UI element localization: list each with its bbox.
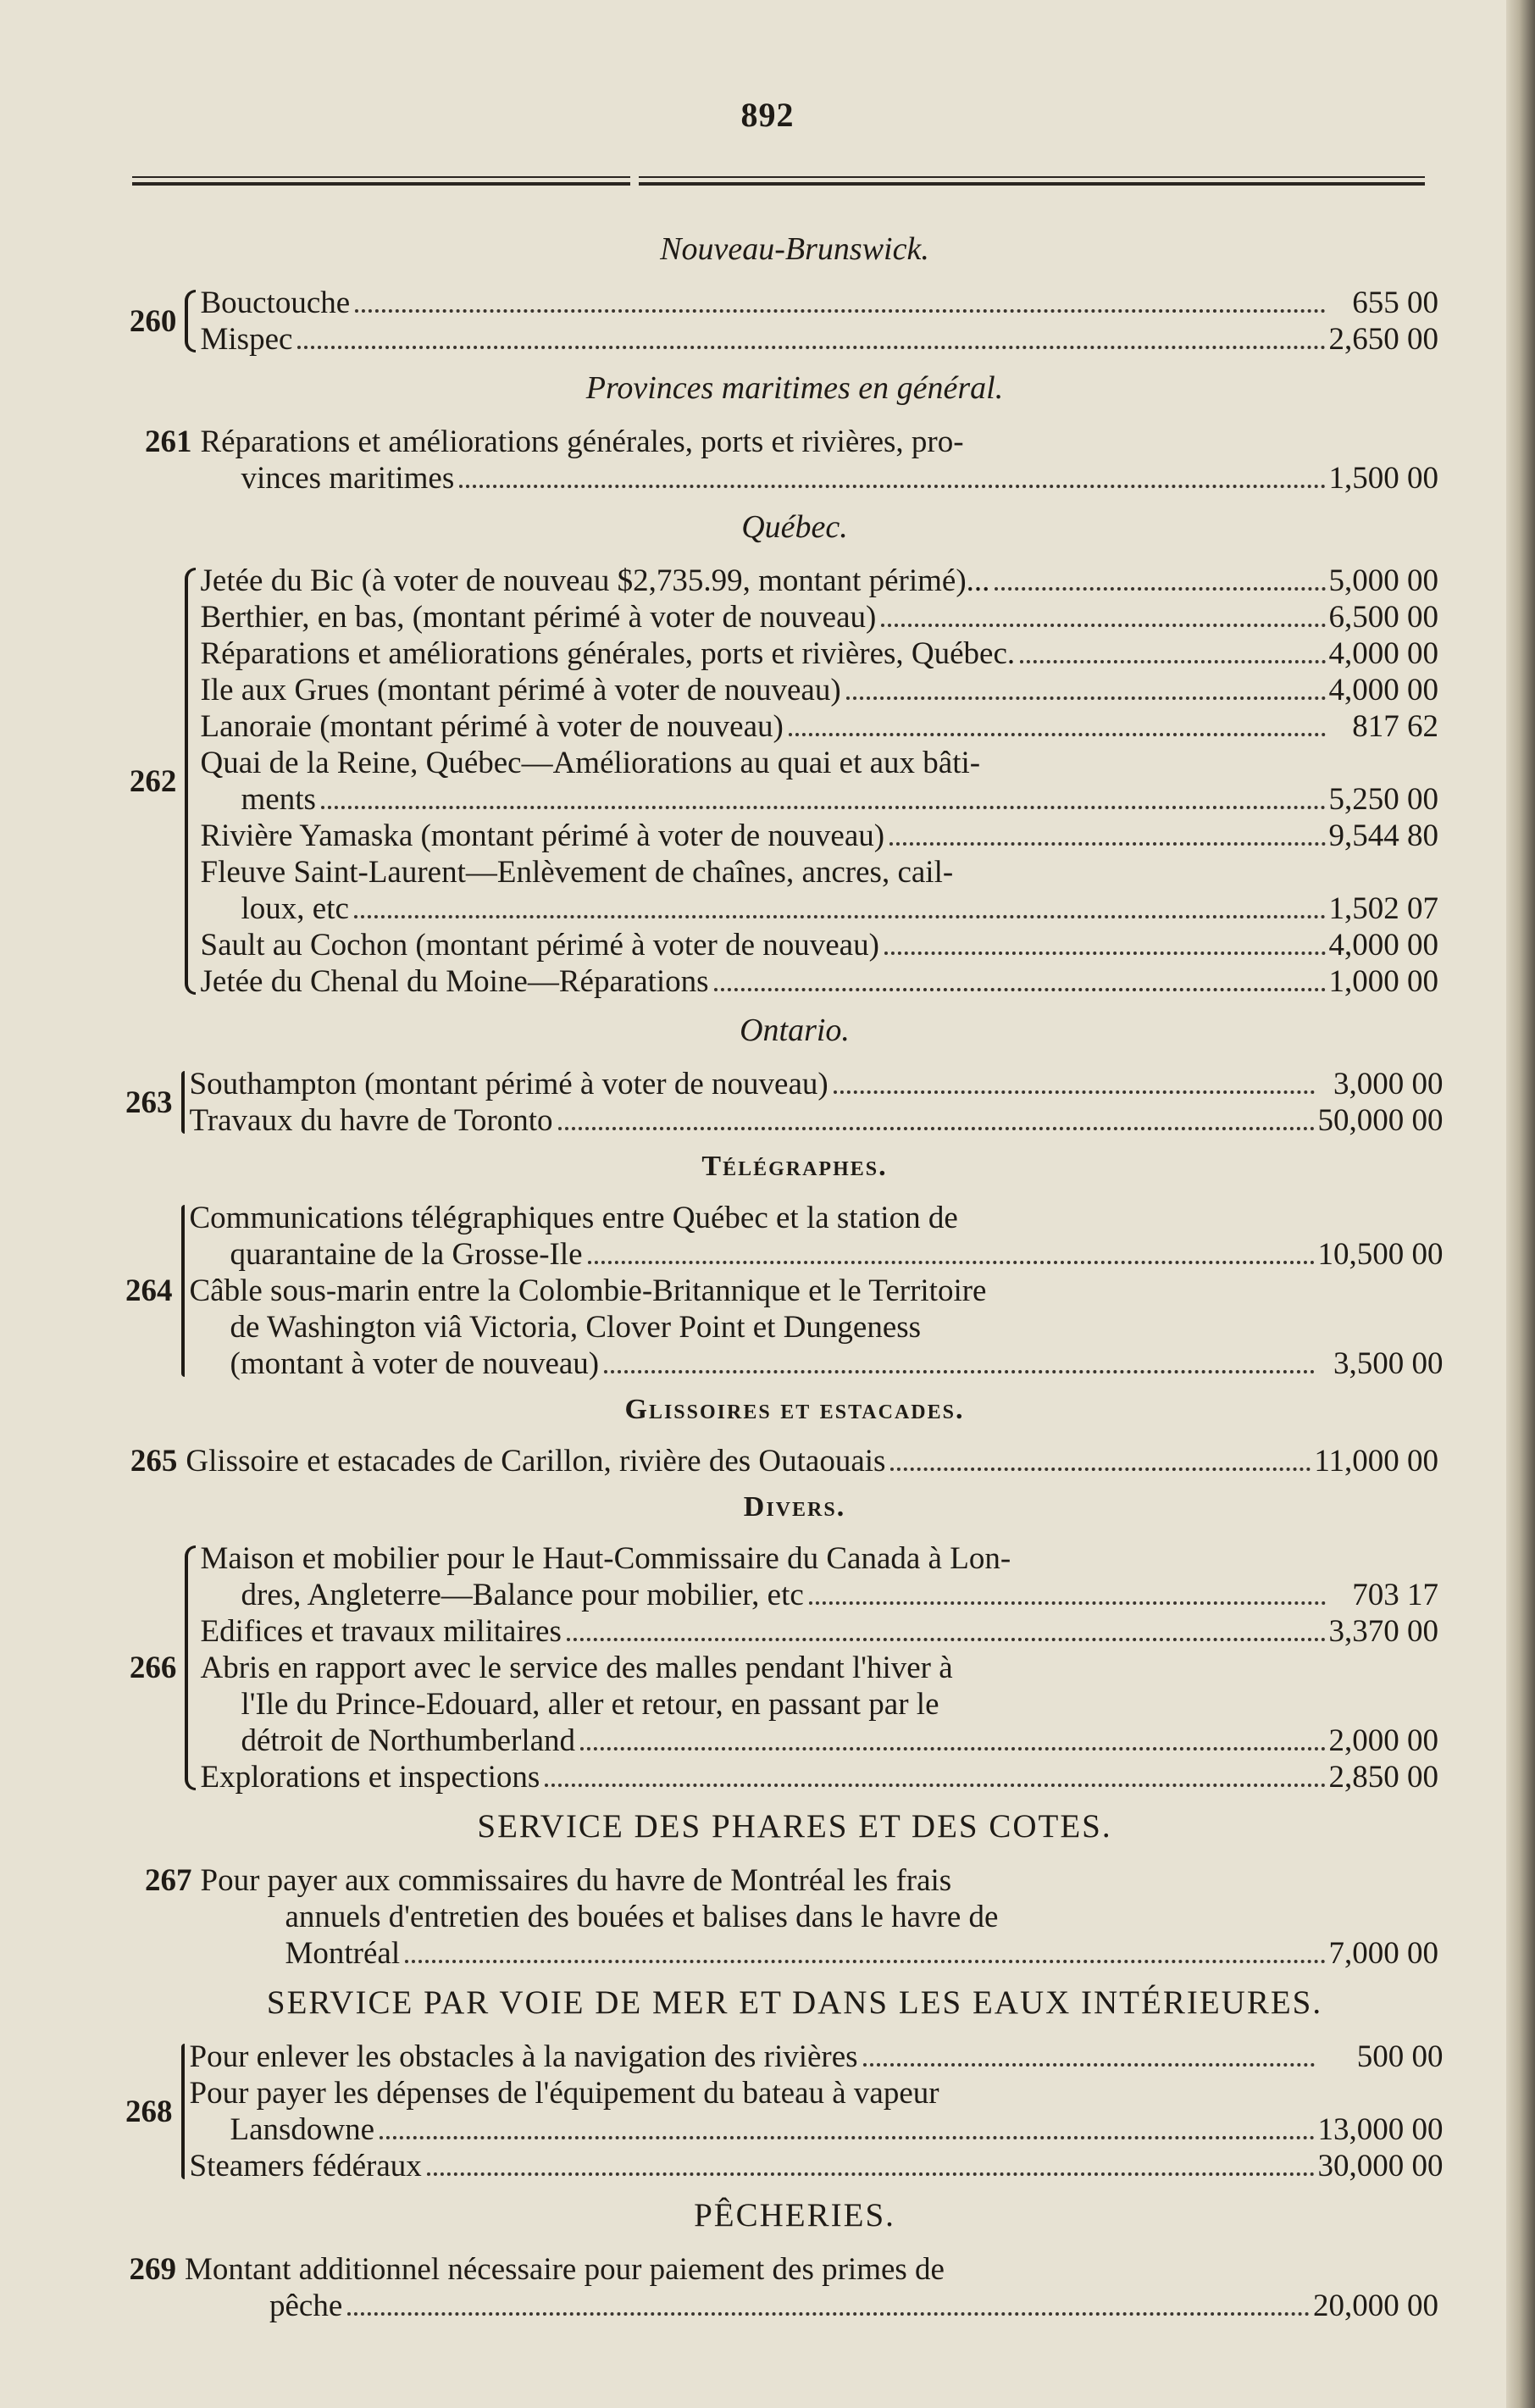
item-text: Ile aux Grues (montant périmé à voter de nouveau) [200, 673, 841, 707]
dot-leader [834, 1090, 1315, 1094]
brace [181, 1071, 185, 1134]
list-item [201, 708, 1465, 745]
item-text: Pour payer aux commissaires du havre de Montréal les frais [200, 1863, 952, 1898]
section-mer-eaux-interieures: SERVICE PAR VOIE DE MER ET DANS LES EAUX INTÉRIEURES. [266, 1984, 1323, 2021]
list-item [201, 854, 1465, 891]
group-260 [125, 285, 1464, 358]
item-amount: 30,000 00 [1317, 2149, 1444, 2183]
list-item [190, 2075, 1469, 2111]
item-text: annuels d'entretien des bouées et balises dans le havre de [285, 1900, 999, 1934]
group-items [201, 285, 1465, 358]
item-text: Réparations et améliorations générales, ports et rivières, Québec. [200, 636, 1016, 671]
item-amount: 4,000 00 [1328, 673, 1438, 707]
item-amount: 50,000 00 [1317, 1103, 1444, 1138]
dot-leader [714, 987, 1326, 991]
item-text: Edifices et travaux militaires [200, 1614, 562, 1649]
dot-leader [297, 345, 1325, 349]
brace [185, 290, 195, 352]
item-269 [125, 2251, 1464, 2324]
section-provinces-maritimes: Provinces maritimes en général. [585, 370, 1004, 406]
item-text: Mispec [200, 322, 293, 357]
item-text: Berthier, en bas, (montant périmé à voter de nouveau) [200, 600, 877, 635]
group-268 [125, 2039, 1464, 2184]
item-number: 264 [125, 1273, 173, 1308]
item-amount: 2,850 00 [1328, 1760, 1438, 1795]
list-item [190, 2148, 1469, 2184]
list-item [201, 321, 1465, 358]
dot-leader [588, 1260, 1315, 1264]
section-ontario: Ontario. [740, 1013, 850, 1048]
item-amount: 13,000 00 [1317, 2112, 1444, 2147]
list-item [190, 1273, 1469, 1309]
dot-leader [863, 2062, 1315, 2067]
item-text: Lanoraie (montant périmé à voter de nouveau) [200, 709, 784, 744]
dot-leader [884, 951, 1326, 955]
list-item [201, 1759, 1465, 1795]
item-text: Travaux du havre de Toronto [189, 1103, 553, 1138]
item-amount: 1,502 07 [1328, 891, 1438, 926]
list-item [190, 1236, 1469, 1273]
item-text: Explorations et inspections [200, 1760, 540, 1795]
dot-leader [1020, 659, 1325, 663]
item-amount: 3,500 00 [1333, 1346, 1444, 1381]
group-264 [125, 1200, 1464, 1382]
item-number: 262 [129, 763, 177, 799]
brace [185, 568, 195, 995]
list-item [201, 599, 1465, 635]
item-amount: 703 17 [1352, 1578, 1438, 1612]
item-amount: 3,000 00 [1333, 1067, 1444, 1101]
item-text: Abris en rapport avec le service des malles pendant l'hiver à [200, 1651, 953, 1685]
list-item [190, 2111, 1469, 2148]
list-item [201, 1650, 1465, 1686]
item-amount: 9,544 80 [1328, 818, 1438, 853]
item-267 [125, 1862, 1464, 1972]
group-items [201, 1540, 1465, 1795]
section-telegraphes: Télégraphes. [701, 1151, 888, 1182]
item-text: Rivière Yamaska (montant périmé à voter de nouveau) [200, 818, 885, 853]
list-item [201, 891, 1465, 927]
item-text: Glissoire et estacades de Carillon, rivière des Outaouais [186, 1444, 886, 1479]
item-amount: 20,000 00 [1313, 2289, 1438, 2323]
brace [181, 1205, 185, 1377]
list-item [190, 2039, 1469, 2075]
list-item [201, 818, 1465, 854]
dot-leader [380, 2135, 1314, 2139]
group-items [201, 563, 1465, 1000]
dot-leader [995, 586, 1325, 591]
list-item [201, 745, 1465, 781]
brace [185, 1545, 195, 1790]
group-263 [125, 1066, 1464, 1139]
item-text: vinces maritimes [241, 461, 455, 496]
list-item [201, 963, 1465, 1000]
list-item [201, 1723, 1465, 1759]
item-text: Southampton (montant périmé à voter de nouveau) [189, 1067, 828, 1101]
dot-leader [604, 1369, 1314, 1373]
dot-leader [846, 696, 1326, 700]
item-amount: 500 00 [1356, 2039, 1444, 2074]
item-text: Bouctouche [200, 286, 351, 320]
list-item [190, 1102, 1469, 1139]
dot-leader [354, 914, 1326, 918]
group-262 [125, 563, 1464, 1000]
item-text: Réparations et améliorations générales, ports et rivières, pro- [200, 424, 964, 459]
dot-leader [889, 841, 1325, 846]
dot-leader [881, 623, 1325, 627]
item-text: quarantaine de la Grosse-Ile [230, 1237, 583, 1272]
item-text: Pour enlever les obstacles à la navigation des rivières [189, 2039, 858, 2074]
group-items [190, 2039, 1469, 2184]
item-text: Câble sous-marin entre la Colombie-Britannique et le Territoire [189, 1273, 987, 1308]
item-text: Jetée du Bic (à voter de nouveau $2,735.99, montant périmé)... [200, 563, 990, 598]
item-amount: 655 00 [1352, 286, 1438, 320]
item-number: 261 [145, 424, 192, 459]
section-nouveau-brunswick: Nouveau-Brunswick. [660, 231, 929, 267]
item-text: Pour payer les dépenses de l'équipement du bateau à vapeur [189, 2076, 939, 2111]
section-quebec: Québec. [741, 509, 848, 545]
group-items [190, 1066, 1469, 1139]
section-pecheries: PÊCHERIES. [694, 2197, 895, 2233]
item-amount: 6,500 00 [1328, 600, 1438, 635]
item-number: 269 [129, 2252, 176, 2287]
item-text: Sault au Cochon (montant périmé à voter de nouveau) [200, 928, 879, 963]
item-text: détroit de Northumberland [241, 1723, 576, 1758]
item-amount: 1,500 00 [1328, 461, 1438, 496]
item-text: Quai de la Reine, Québec—Améliorations au quai et aux bâti- [200, 746, 981, 780]
list-item [201, 1577, 1465, 1613]
list-item [201, 285, 1465, 321]
item-text: de Washington viâ Victoria, Clover Point et Dungeness [230, 1310, 922, 1345]
dot-leader [545, 1783, 1325, 1787]
page-edge [1506, 0, 1535, 2408]
list-item [201, 927, 1465, 963]
item-number: 260 [129, 303, 177, 339]
dot-leader [558, 1126, 1315, 1130]
item-text: Communications télégraphiques entre Québec et la station de [189, 1201, 958, 1235]
item-text: l'Ile du Prince-Edouard, aller et retour, en passant par le [241, 1687, 939, 1722]
list-item [190, 1066, 1469, 1102]
list-item [201, 1613, 1465, 1650]
item-text: Lansdowne [230, 2112, 375, 2147]
item-text: pêche [269, 2289, 343, 2323]
dot-leader [809, 1601, 1326, 1605]
item-amount: 10,500 00 [1317, 1237, 1444, 1272]
list-item [201, 563, 1465, 599]
item-amount: 817 62 [1352, 709, 1438, 744]
item-text: Montréal [285, 1936, 401, 1971]
list-item [201, 672, 1465, 708]
item-amount: 5,250 00 [1328, 782, 1438, 817]
list-item [201, 1686, 1465, 1723]
item-text: Montant additionnel nécessaire pour paiement des primes de [185, 2252, 945, 2287]
item-amount: 1,000 00 [1328, 964, 1438, 999]
item-amount: 4,000 00 [1328, 928, 1438, 963]
dot-leader [567, 1637, 1326, 1641]
dot-leader [427, 2172, 1315, 2176]
item-amount: 11,000 00 [1314, 1444, 1438, 1479]
item-text: loux, etc [241, 891, 349, 926]
item-text: ments [241, 782, 316, 817]
group-266 [125, 1540, 1464, 1795]
estimates-list [125, 219, 1464, 2333]
item-number: 268 [125, 2094, 173, 2129]
list-item [190, 1200, 1469, 1236]
item-number: 263 [125, 1085, 173, 1120]
section-glissoires: Glissoires et estacades. [624, 1394, 965, 1425]
list-item [190, 1345, 1469, 1382]
section-divers: Divers. [743, 1491, 846, 1523]
brace [181, 2044, 185, 2179]
group-items [190, 1200, 1469, 1382]
item-text: Maison et mobilier pour le Haut-Commissaire du Canada à Lon- [200, 1541, 1011, 1576]
list-item [201, 635, 1465, 672]
dot-leader [321, 805, 1326, 809]
item-amount: 2,000 00 [1328, 1723, 1438, 1758]
item-amount: 2,650 00 [1328, 322, 1438, 357]
item-text: Fleuve Saint-Laurent—Enlèvement de chaînes, ancres, cail- [200, 855, 954, 890]
item-amount: 5,000 00 [1328, 563, 1438, 598]
dot-leader [580, 1746, 1325, 1751]
list-item [190, 1309, 1469, 1345]
item-number: 267 [145, 1863, 192, 1898]
list-item [201, 1540, 1465, 1577]
item-261 [125, 424, 1464, 497]
header-rule [132, 176, 1425, 188]
item-number: 266 [129, 1651, 177, 1685]
list-item [201, 781, 1465, 818]
item-text: (montant à voter de nouveau) [230, 1346, 600, 1381]
section-phares: SERVICE DES PHARES ET DES COTES. [477, 1808, 1112, 1845]
item-text: dres, Angleterre—Balance pour mobilier, etc [241, 1578, 804, 1612]
item-text: Steamers fédéraux [189, 2149, 422, 2183]
page-number: 892 [740, 96, 795, 134]
item-amount: 4,000 00 [1328, 636, 1438, 671]
item-amount: 3,370 00 [1328, 1614, 1438, 1649]
item-amount: 7,000 00 [1328, 1936, 1438, 1971]
dot-leader [789, 732, 1326, 736]
item-number: 265 [130, 1444, 178, 1479]
item-265 [125, 1443, 1464, 1479]
dot-leader [355, 308, 1325, 313]
item-text: Jetée du Chenal du Moine—Réparations [200, 964, 709, 999]
